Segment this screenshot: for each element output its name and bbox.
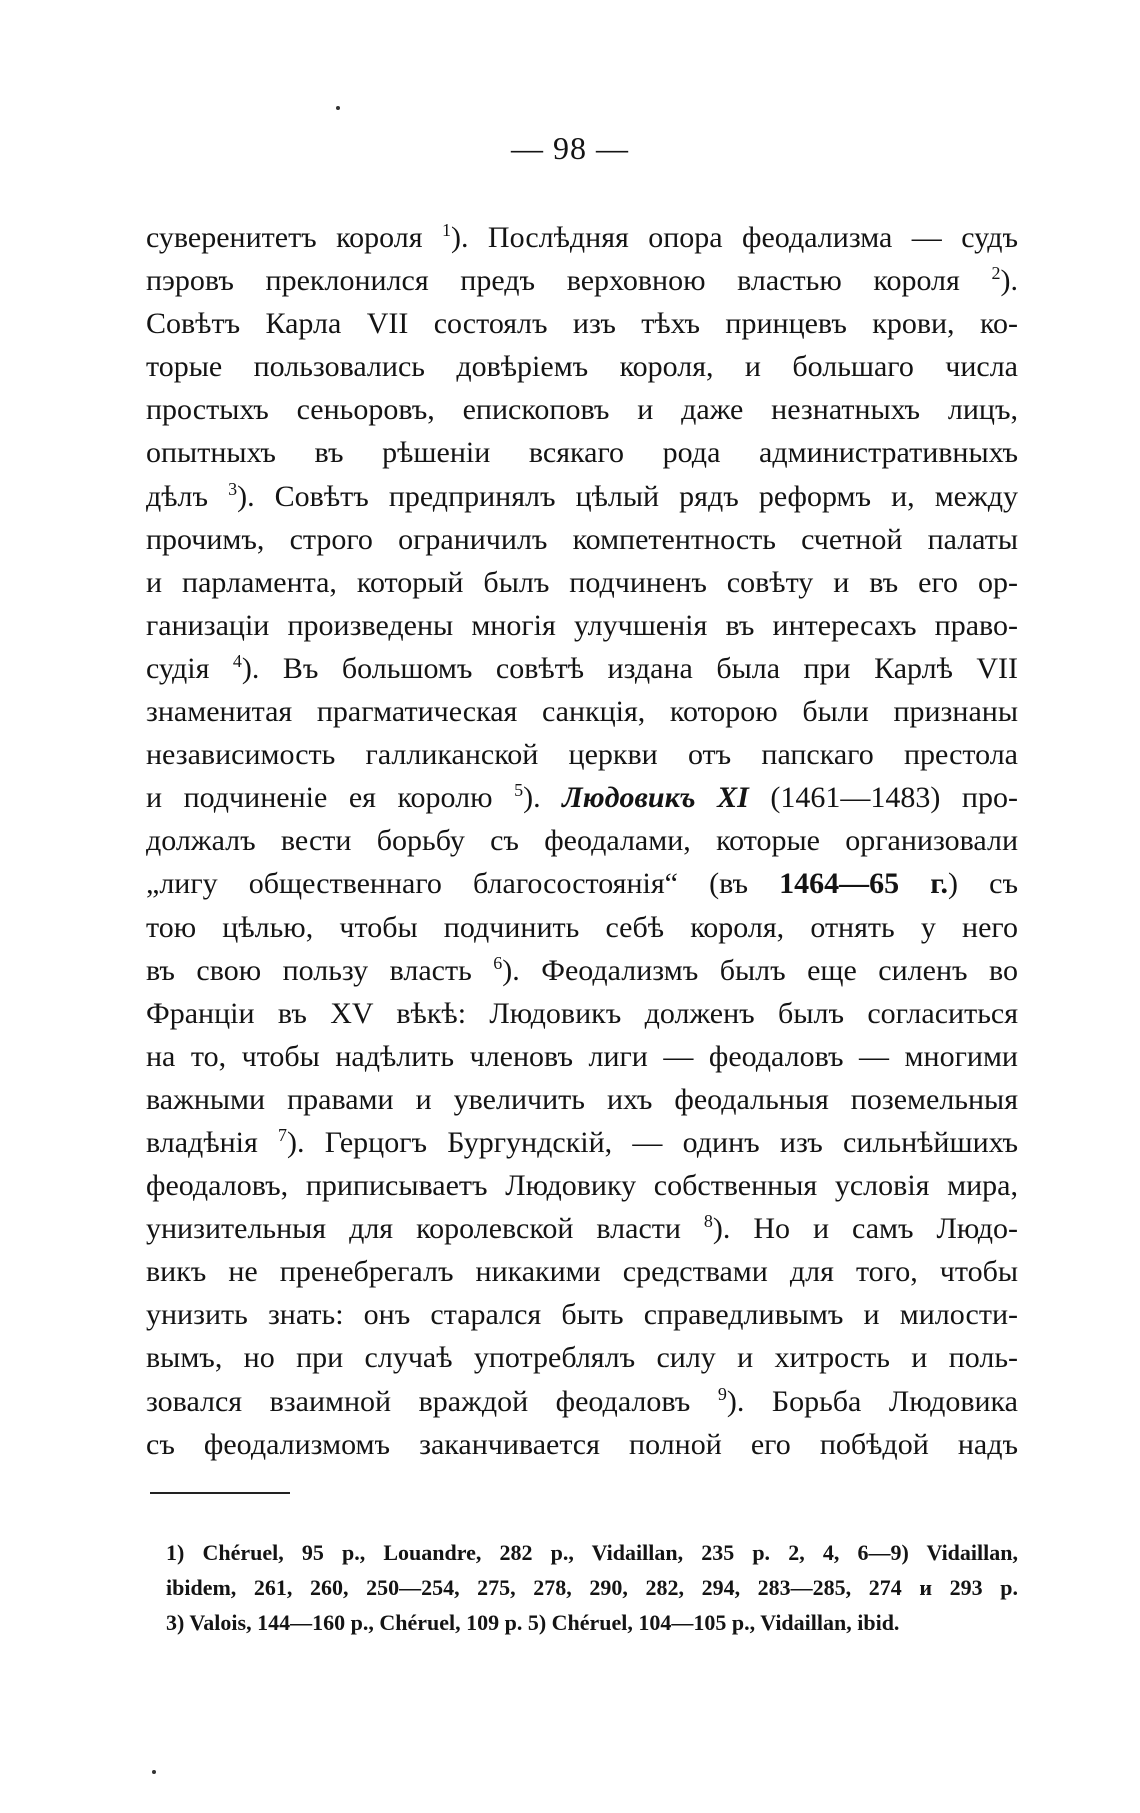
footnote-line: ibidem, 261, 260, 250—254, 275, 278, 290, 282, 294, 283—285, 274 и 293 p. <box>166 1575 1018 1600</box>
footnote-ref[interactable]: 2 <box>991 263 1001 284</box>
footnote-ref[interactable]: 8 <box>703 1211 713 1232</box>
text-line: знаменитая прагматическая санкція, которою были признаны <box>146 695 1018 729</box>
text-line: независимость галликанской церкви отъ папскаго престола <box>146 738 1018 772</box>
text-line: унизительныя для королевской власти $^8$). Но и самъ Людо- <box>146 1211 1018 1246</box>
footnote-ref[interactable]: 5 <box>514 780 524 801</box>
footnote-line: 1) Chéruel, 95 p., Louandre, 282 p., Vidaillan, 235 p. 2, 4, 6—9) Vidaillan, <box>166 1540 1018 1565</box>
text-line: судія $^4$). Въ большомъ совѣтѣ издана была при Карлѣ VII <box>146 650 1018 685</box>
text-line: важными правами и увеличить ихъ феодальныя поземельныя <box>146 1082 1018 1116</box>
footnotes <box>166 1535 1018 1640</box>
emphasized-name: Людовикъ XI <box>562 781 749 815</box>
text-line: тою цѣлью, чтобы подчинить себѣ короля, отнять у него <box>146 910 1018 944</box>
text-line: ганизаціи произведены многія улучшенія въ интересахъ право- <box>146 608 1018 642</box>
text-line: феодаловъ, приписываетъ Людовику собственныя условія мира, <box>146 1169 1018 1203</box>
text-line: прочимъ, строго ограничилъ компетентность счетной палаты <box>146 522 1018 556</box>
speck-mark <box>336 106 340 110</box>
emphasized-years: 1464—65 г. <box>779 867 949 901</box>
footnote-ref[interactable]: 4 <box>232 650 242 671</box>
text-line: простыхъ сеньоровъ, епископовъ и даже незнатныхъ лицъ, <box>146 393 1018 427</box>
text-line: вымъ, но при случаѣ употреблялъ силу и хитрость и поль- <box>146 1341 1018 1375</box>
text-line: унизить знать: онъ старался быть справедливымъ и милости- <box>146 1298 1018 1332</box>
text-line: пэровъ преклонился предъ верховною властью короля $^2$). <box>146 263 1018 298</box>
page-number: — 98 — <box>511 130 629 166</box>
footnote-ref[interactable]: 9 <box>717 1383 727 1404</box>
text-line: должалъ вести борьбу съ феодалами, которые организовали <box>146 824 1018 858</box>
footnote-ref[interactable]: 1 <box>442 220 451 240</box>
text-line: торые пользовались довѣріемъ короля, и большаго числа <box>146 350 1018 384</box>
text-line: дѣлъ $^3$). Совѣтъ предпринялъ цѣлый рядъ реформъ и, между <box>146 478 1018 513</box>
text-line: Совѣтъ Карла VII состоялъ изъ тѣхъ принцевъ крови, ко- <box>146 307 1018 341</box>
text-line: и подчиненіе ея королю $^5$). Людовикъ XI (1461—1483) про- <box>146 780 1018 815</box>
footnote-ref[interactable]: 3 <box>228 478 238 499</box>
footnote-divider <box>150 1492 290 1494</box>
speck-mark <box>152 1770 156 1774</box>
text-line: съ феодализмомъ заканчивается полной его побѣдой надъ <box>146 1427 1018 1461</box>
text-line: опытныхъ въ рѣшеніи всякаго рода административныхъ <box>146 436 1018 470</box>
text-line: Франціи въ XV вѣкѣ: Людовикъ долженъ былъ согласиться <box>146 996 1018 1030</box>
text-line: „лигу общественнаго благосостоянія“ (въ 1464—65 г.) съ <box>146 867 1018 901</box>
footnote-ref[interactable]: 6 <box>493 952 503 973</box>
body-text <box>146 216 1018 1466</box>
text-line: въ свою пользу власть $^6$). Феодализмъ былъ еще силенъ во <box>146 952 1018 987</box>
text-line: владѣнія $^7$). Герцогъ Бургундскій, — одинъ изъ сильнѣйшихъ <box>146 1124 1018 1159</box>
text-line: и парламента, который былъ подчиненъ совѣту и въ его ор- <box>146 565 1018 599</box>
footnote-ref[interactable]: 7 <box>278 1124 288 1145</box>
footnote-line: 3) Valois, 144—160 p., Chéruel, 109 p. 5) Chéruel, 104—105 p., Vidaillan, ibid. <box>166 1610 900 1635</box>
text-line: на то, чтобы надѣлить членовъ лиги — феодаловъ — многими <box>146 1039 1018 1073</box>
text-line: зовался взаимной враждой феодаловъ $^9$). Борьба Людовика <box>146 1383 1018 1418</box>
text-line: суверенитетъ короля $^1$). Послѣдняя опора феодализма — судъ <box>146 220 1019 254</box>
text-line: викъ не пренебрегалъ никакими средствами для того, чтобы <box>146 1255 1018 1289</box>
